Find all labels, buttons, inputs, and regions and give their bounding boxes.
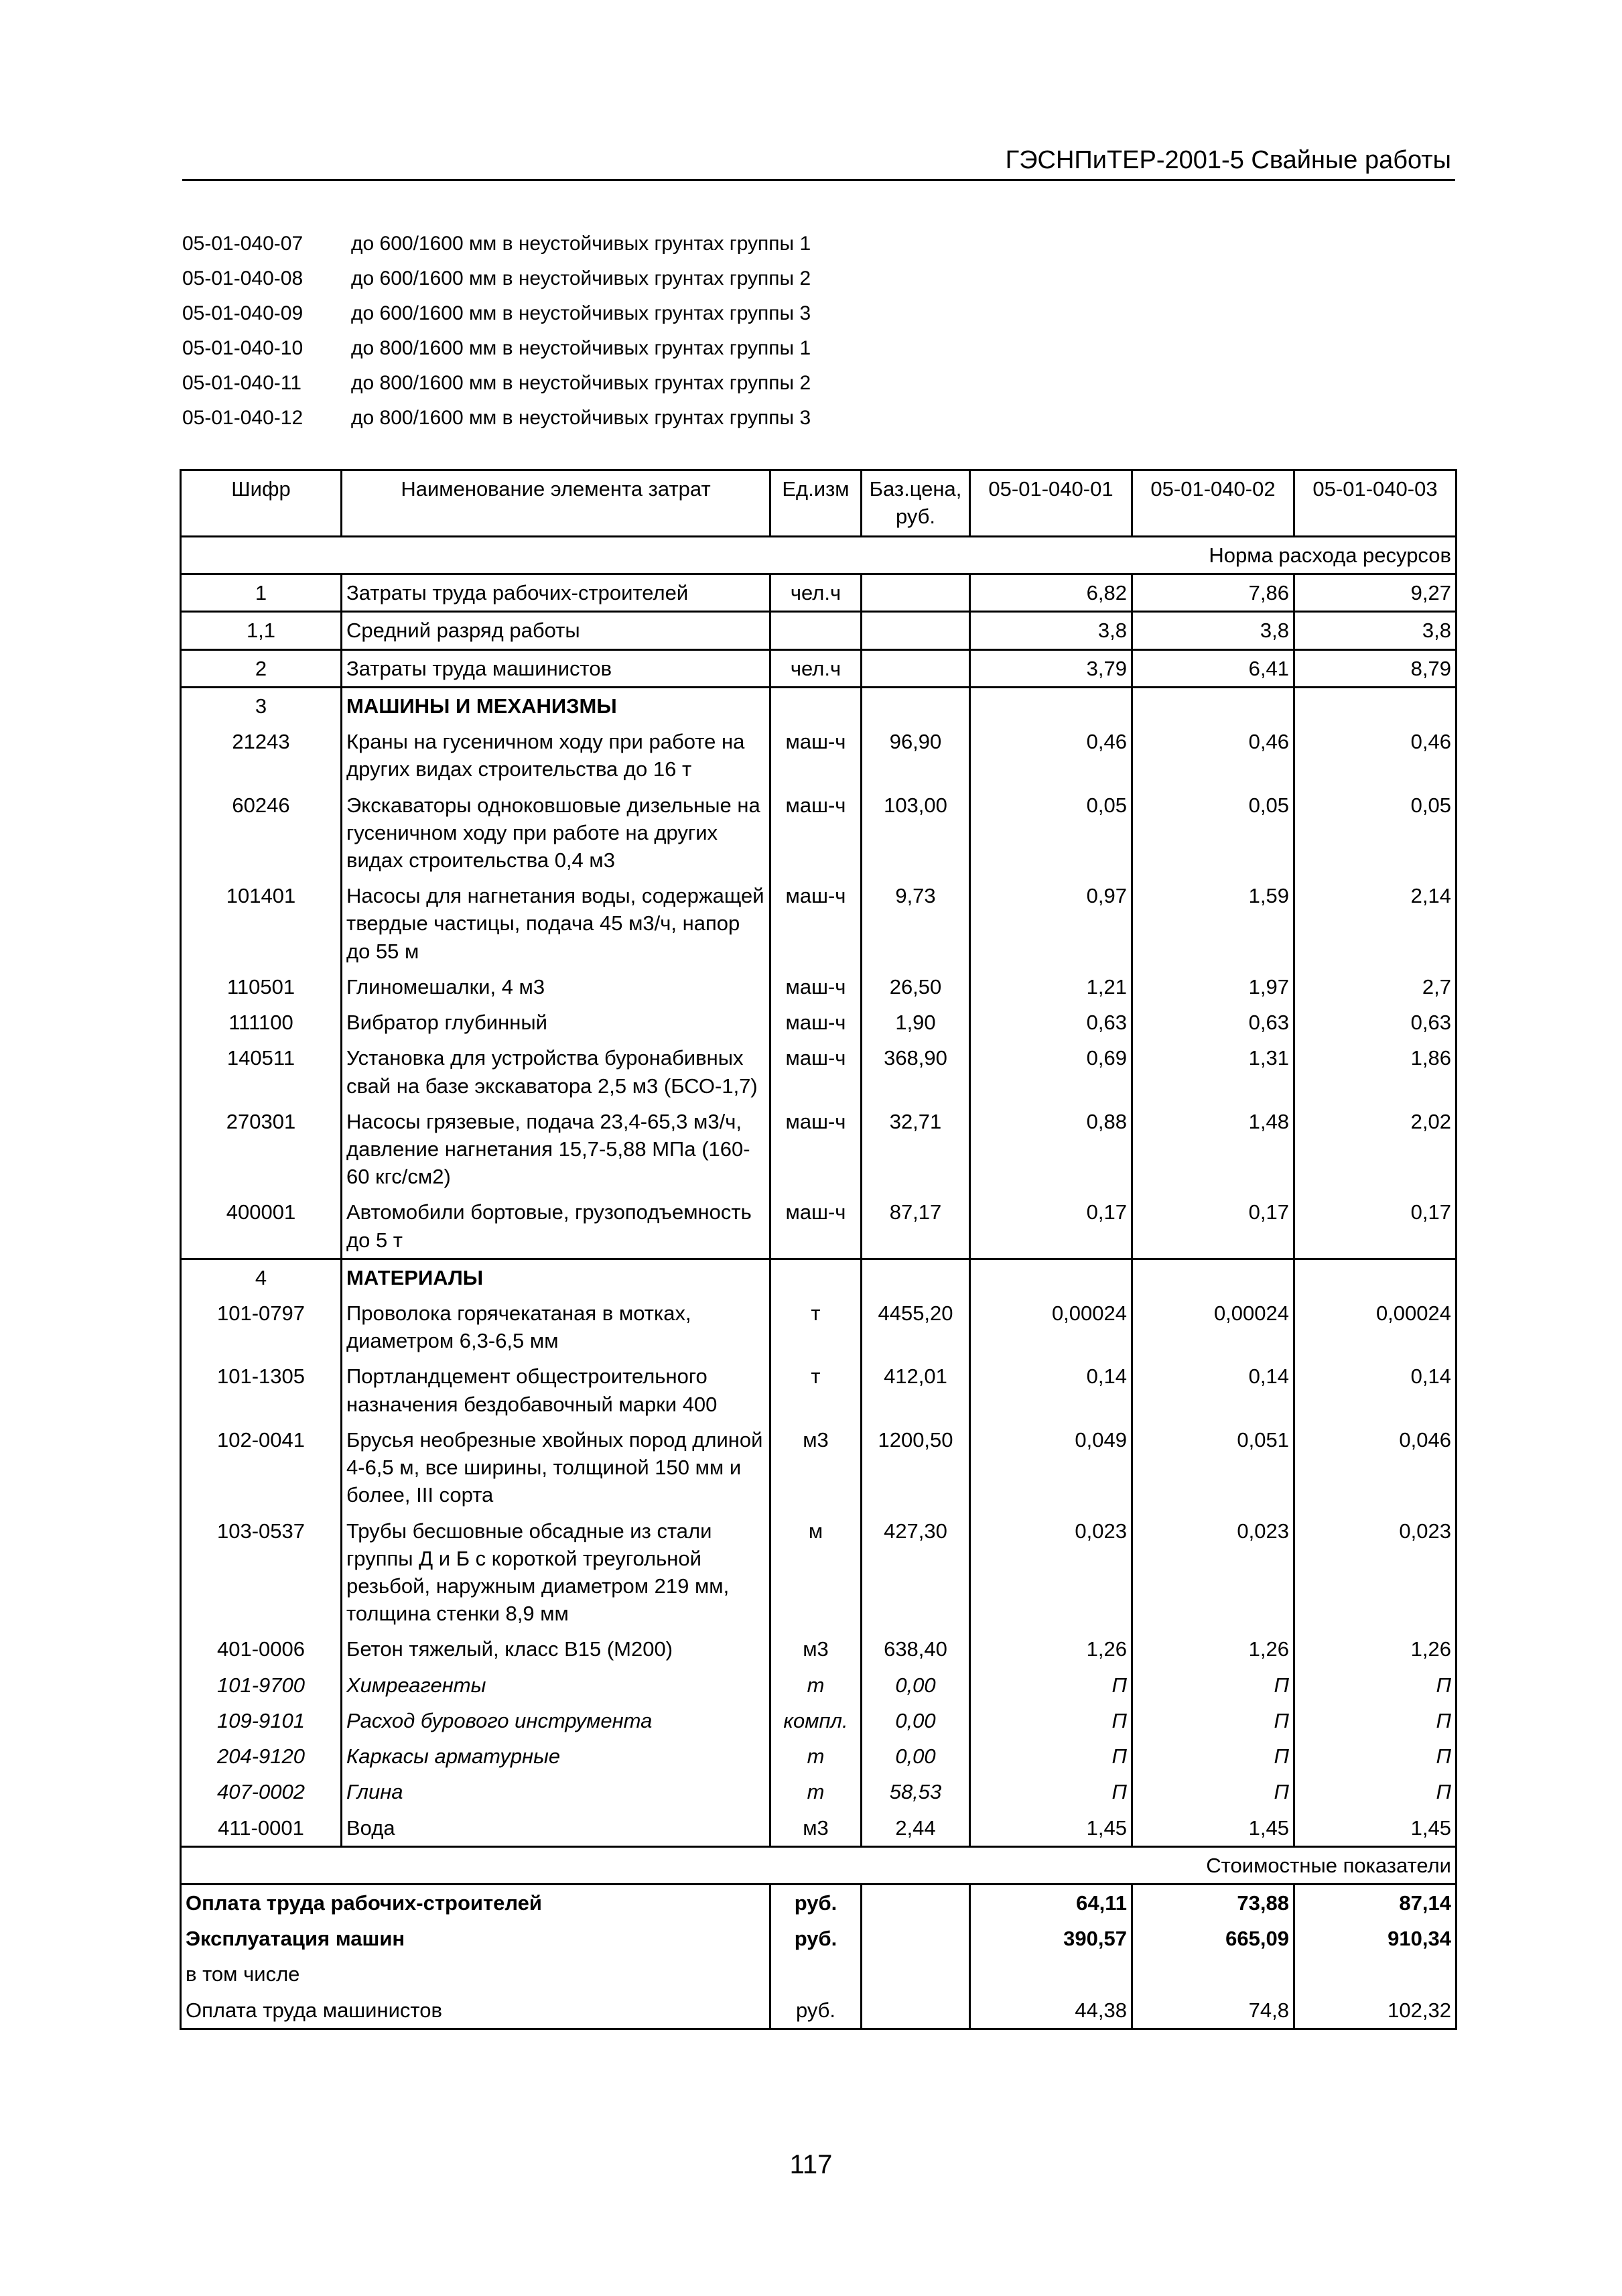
resource-code: 400001 xyxy=(181,1194,342,1259)
cost-value-1: 44,38 xyxy=(970,1992,1132,2029)
resource-unit: т xyxy=(770,1358,862,1421)
resource-value-3: П xyxy=(1294,1703,1457,1738)
table-row xyxy=(181,1005,1457,1040)
resource-unit: маш-ч xyxy=(770,1104,862,1195)
table-row xyxy=(181,1358,1457,1421)
table-row xyxy=(181,787,1457,879)
page-number: 117 xyxy=(789,2150,833,2179)
resource-value-3: 0,17 xyxy=(1294,1194,1457,1259)
resource-price: 0,00 xyxy=(862,1703,970,1738)
table-row xyxy=(181,1295,1457,1358)
section-code: 4 xyxy=(181,1259,342,1295)
resource-value-1: 0,05 xyxy=(970,787,1132,879)
resource-value-2: 0,63 xyxy=(1132,1005,1294,1040)
resource-name: Экскаваторы одноковшовые дизельные на гусеничном ходу при работе на других видах строительства 0,4 м3 xyxy=(342,787,770,879)
resource-name: Бетон тяжелый, класс В15 (М200) xyxy=(342,1631,770,1667)
empty-cell xyxy=(1132,687,1294,724)
resource-value-2: 1,31 xyxy=(1132,1040,1294,1103)
resource-value-1: П xyxy=(970,1703,1132,1738)
resource-value-1: 1,21 xyxy=(970,969,1132,1005)
table-row xyxy=(181,1738,1457,1774)
resource-price xyxy=(862,574,970,612)
resource-price xyxy=(862,649,970,687)
resource-code: 110501 xyxy=(181,969,342,1005)
table-row xyxy=(181,1194,1457,1259)
header-col-3: 05-01-040-03 xyxy=(1294,470,1457,537)
resource-value-3: 3,8 xyxy=(1294,612,1457,649)
resource-price: 96,90 xyxy=(862,724,970,787)
code-description: до 800/1600 мм в неустойчивых грунтах группы 2 xyxy=(351,372,811,394)
resource-code: 60246 xyxy=(181,787,342,879)
resource-price: 9,73 xyxy=(862,878,970,969)
resource-unit: маш-ч xyxy=(770,969,862,1005)
resource-value-3: 2,14 xyxy=(1294,878,1457,969)
resource-name: Затраты труда рабочих-строителей xyxy=(342,574,770,612)
table-row xyxy=(181,649,1457,687)
resource-table xyxy=(180,469,1457,2030)
code-row xyxy=(182,261,1120,296)
resource-unit: маш-ч xyxy=(770,1005,862,1040)
resource-value-2: П xyxy=(1132,1774,1294,1809)
cost-value-1: 64,11 xyxy=(970,1884,1132,1921)
resource-price: 412,01 xyxy=(862,1358,970,1421)
resource-value-2: П xyxy=(1132,1738,1294,1774)
resource-price: 2,44 xyxy=(862,1810,970,1847)
cost-value-2 xyxy=(1132,1956,1294,1992)
resource-value-1: 0,14 xyxy=(970,1358,1132,1421)
cost-unit: руб. xyxy=(770,1992,862,2029)
table-row xyxy=(181,969,1457,1005)
cost-row xyxy=(181,1956,1457,1992)
header-title: ГЭСНПиТЕР-2001-5 Свайные работы xyxy=(1005,146,1451,174)
resource-unit: маш-ч xyxy=(770,1194,862,1259)
cost-value-3: 102,32 xyxy=(1294,1992,1457,2029)
cost-value-2: 74,8 xyxy=(1132,1992,1294,2029)
resource-value-2: 1,48 xyxy=(1132,1104,1294,1195)
resource-code: 103-0537 xyxy=(181,1513,342,1632)
cost-value-3: 87,14 xyxy=(1294,1884,1457,1921)
section-title: МАШИНЫ И МЕХАНИЗМЫ xyxy=(342,687,770,724)
resource-value-1: 1,26 xyxy=(970,1631,1132,1667)
header-name: Наименование элемента затрат xyxy=(342,470,770,537)
table-row xyxy=(181,1513,1457,1632)
resource-unit: компл. xyxy=(770,1703,862,1738)
resource-value-2: 6,41 xyxy=(1132,649,1294,687)
cost-value-3: 910,34 xyxy=(1294,1921,1457,1956)
resource-code: 1,1 xyxy=(181,612,342,649)
resource-price: 103,00 xyxy=(862,787,970,879)
resource-code: 101-9700 xyxy=(181,1667,342,1703)
resource-unit: маш-ч xyxy=(770,1040,862,1103)
table-row xyxy=(181,878,1457,969)
resource-code: 1 xyxy=(181,574,342,612)
resource-value-2: 0,14 xyxy=(1132,1358,1294,1421)
resource-value-2: 1,45 xyxy=(1132,1810,1294,1847)
resource-value-3: 0,023 xyxy=(1294,1513,1457,1632)
resource-unit: т xyxy=(770,1667,862,1703)
resource-value-3: 9,27 xyxy=(1294,574,1457,612)
header-col-2: 05-01-040-02 xyxy=(1132,470,1294,537)
code-description: до 600/1600 мм в неустойчивых грунтах группы 3 xyxy=(351,302,811,324)
resource-code: 411-0001 xyxy=(181,1810,342,1847)
norm-label: Норма расхода ресурсов xyxy=(181,537,1457,574)
cost-label-row xyxy=(181,1846,1457,1884)
resource-value-3: 0,46 xyxy=(1294,724,1457,787)
resource-value-2: 0,051 xyxy=(1132,1422,1294,1513)
resource-name: Вибратор глубинный xyxy=(342,1005,770,1040)
resource-name: Насосы грязевые, подача 23,4-65,3 м3/ч, давление нагнетания 15,7-5,88 МПа (160-60 кгс/см2) xyxy=(342,1104,770,1195)
resource-value-2: 1,59 xyxy=(1132,878,1294,969)
resource-value-1: 0,88 xyxy=(970,1104,1132,1195)
code-description: до 800/1600 мм в неустойчивых грунтах группы 3 xyxy=(351,407,811,429)
table-row xyxy=(181,1422,1457,1513)
empty-cell xyxy=(862,1259,970,1295)
table-row xyxy=(181,574,1457,612)
resource-value-1: 0,023 xyxy=(970,1513,1132,1632)
section-title: МАТЕРИАЛЫ xyxy=(342,1259,770,1295)
empty-cell xyxy=(862,1884,970,1921)
resource-unit xyxy=(770,612,862,649)
code-description: до 600/1600 мм в неустойчивых грунтах группы 1 xyxy=(351,233,811,255)
resource-value-2: 1,26 xyxy=(1132,1631,1294,1667)
section-row xyxy=(181,1259,1457,1295)
resource-price xyxy=(862,612,970,649)
resource-unit: м xyxy=(770,1513,862,1632)
header-unit: Ед.изм xyxy=(770,470,862,537)
table-row xyxy=(181,1631,1457,1667)
table-row xyxy=(181,1667,1457,1703)
resource-price: 4455,20 xyxy=(862,1295,970,1358)
resource-price: 1200,50 xyxy=(862,1422,970,1513)
resource-value-1: 0,63 xyxy=(970,1005,1132,1040)
code-row xyxy=(182,366,1120,401)
resource-code: 204-9120 xyxy=(181,1738,342,1774)
empty-cell xyxy=(862,1992,970,2029)
resource-price: 638,40 xyxy=(862,1631,970,1667)
resource-value-1: 0,69 xyxy=(970,1040,1132,1103)
resource-name: Насосы для нагнетания воды, содержащей твердые частицы, подача 45 м3/ч, напор до 55 м xyxy=(342,878,770,969)
resource-unit: маш-ч xyxy=(770,724,862,787)
resource-code: 101401 xyxy=(181,878,342,969)
empty-cell xyxy=(862,687,970,724)
empty-cell xyxy=(1294,1259,1457,1295)
code-id: 05-01-040-10 xyxy=(182,337,303,359)
resource-name: Глиномешалки, 4 м3 xyxy=(342,969,770,1005)
resource-value-2: 0,00024 xyxy=(1132,1295,1294,1358)
resource-value-2: 7,86 xyxy=(1132,574,1294,612)
resource-name: Краны на гусеничном ходу при работе на других видах строительства до 16 т xyxy=(342,724,770,787)
resource-name: Каркасы арматурные xyxy=(342,1738,770,1774)
resource-value-1: 3,8 xyxy=(970,612,1132,649)
resource-value-2: П xyxy=(1132,1703,1294,1738)
page-header xyxy=(182,137,1455,181)
resource-price: 427,30 xyxy=(862,1513,970,1632)
resource-value-2: П xyxy=(1132,1667,1294,1703)
resource-value-1: 0,97 xyxy=(970,878,1132,969)
resource-unit: т xyxy=(770,1774,862,1809)
resource-price: 26,50 xyxy=(862,969,970,1005)
header-price: Баз.цена, руб. xyxy=(862,470,970,537)
resource-name: Расход бурового инструмента xyxy=(342,1703,770,1738)
code-id: 05-01-040-11 xyxy=(182,372,301,394)
resource-value-3: 0,00024 xyxy=(1294,1295,1457,1358)
resource-value-3: 1,86 xyxy=(1294,1040,1457,1103)
resource-code: 401-0006 xyxy=(181,1631,342,1667)
resource-value-1: 0,049 xyxy=(970,1422,1132,1513)
cost-value-2: 665,09 xyxy=(1132,1921,1294,1956)
resource-value-2: 0,17 xyxy=(1132,1194,1294,1259)
resource-value-3: 2,7 xyxy=(1294,969,1457,1005)
code-row xyxy=(182,331,1120,366)
resource-value-1: 1,45 xyxy=(970,1810,1132,1847)
table-header-row xyxy=(181,470,1457,537)
resource-price: 368,90 xyxy=(862,1040,970,1103)
section-code: 3 xyxy=(181,687,342,724)
resource-name: Химреагенты xyxy=(342,1667,770,1703)
cost-row xyxy=(181,1884,1457,1921)
resource-code: 111100 xyxy=(181,1005,342,1040)
code-id: 05-01-040-12 xyxy=(182,407,303,429)
cost-name: Оплата труда машинистов xyxy=(181,1992,770,2029)
cost-value-3 xyxy=(1294,1956,1457,1992)
resource-price: 0,00 xyxy=(862,1667,970,1703)
resource-code: 102-0041 xyxy=(181,1422,342,1513)
resource-price: 58,53 xyxy=(862,1774,970,1809)
resource-code: 407-0002 xyxy=(181,1774,342,1809)
resource-value-2: 0,05 xyxy=(1132,787,1294,879)
table-row xyxy=(181,1774,1457,1809)
resource-value-3: 1,45 xyxy=(1294,1810,1457,1847)
resource-code: 21243 xyxy=(181,724,342,787)
resource-price: 87,17 xyxy=(862,1194,970,1259)
resource-value-1: П xyxy=(970,1738,1132,1774)
resource-price: 1,90 xyxy=(862,1005,970,1040)
section-row xyxy=(181,687,1457,724)
resource-name: Трубы бесшовные обсадные из стали группы Д и Б с короткой треугольной резьбой, наружным диаметром 219 мм, толщина стенки 8,9 мм xyxy=(342,1513,770,1632)
resource-value-3: 0,05 xyxy=(1294,787,1457,879)
resource-unit: т xyxy=(770,1295,862,1358)
table-row xyxy=(181,1040,1457,1103)
code-description: до 600/1600 мм в неустойчивых грунтах группы 2 xyxy=(351,267,811,290)
code-row xyxy=(182,401,1120,436)
resource-value-2: 3,8 xyxy=(1132,612,1294,649)
empty-cell xyxy=(970,1259,1132,1295)
cost-value-1 xyxy=(970,1956,1132,1992)
resource-price: 32,71 xyxy=(862,1104,970,1195)
header-col-1: 05-01-040-01 xyxy=(970,470,1132,537)
resource-value-2: 0,023 xyxy=(1132,1513,1294,1632)
header-cipher: Шифр xyxy=(181,470,342,537)
resource-value-2: 1,97 xyxy=(1132,969,1294,1005)
cost-label: Стоимостные показатели xyxy=(181,1846,1457,1884)
norm-label-row xyxy=(181,537,1457,574)
resource-unit: маш-ч xyxy=(770,878,862,969)
resource-value-1: 6,82 xyxy=(970,574,1132,612)
resource-name: Брусья необрезные хвойных пород длиной 4-6,5 м, все ширины, толщиной 150 мм и более, III сорта xyxy=(342,1422,770,1513)
resource-name: Затраты труда машинистов xyxy=(342,649,770,687)
resource-code: 101-1305 xyxy=(181,1358,342,1421)
resource-code: 101-0797 xyxy=(181,1295,342,1358)
resource-value-1: 3,79 xyxy=(970,649,1132,687)
cost-unit xyxy=(770,1956,862,1992)
resource-unit: м3 xyxy=(770,1422,862,1513)
resource-value-1: 0,46 xyxy=(970,724,1132,787)
resource-value-3: 0,14 xyxy=(1294,1358,1457,1421)
code-row xyxy=(182,296,1120,331)
resource-value-1: 0,17 xyxy=(970,1194,1132,1259)
resource-name: Автомобили бортовые, грузоподъемность до 5 т xyxy=(342,1194,770,1259)
cost-name: в том числе xyxy=(181,1956,770,1992)
resource-value-1: П xyxy=(970,1667,1132,1703)
resource-value-3: П xyxy=(1294,1667,1457,1703)
code-description: до 800/1600 мм в неустойчивых грунтах группы 1 xyxy=(351,337,811,359)
table-row xyxy=(181,724,1457,787)
empty-cell xyxy=(1294,687,1457,724)
resource-code: 140511 xyxy=(181,1040,342,1103)
resource-unit: чел.ч xyxy=(770,649,862,687)
resource-name: Вода xyxy=(342,1810,770,1847)
empty-cell xyxy=(862,1921,970,1956)
resource-value-1: П xyxy=(970,1774,1132,1809)
resource-code: 270301 xyxy=(181,1104,342,1195)
table-row xyxy=(181,612,1457,649)
resource-name: Портландцемент общестроительного назначения бездобавочный марки 400 xyxy=(342,1358,770,1421)
resource-value-3: 8,79 xyxy=(1294,649,1457,687)
cost-name: Оплата труда рабочих-строителей xyxy=(181,1884,770,1921)
resource-value-2: 0,46 xyxy=(1132,724,1294,787)
resource-price: 0,00 xyxy=(862,1738,970,1774)
cost-row xyxy=(181,1992,1457,2029)
resource-unit: чел.ч xyxy=(770,574,862,612)
cost-unit: руб. xyxy=(770,1884,862,1921)
empty-cell xyxy=(770,687,862,724)
empty-cell xyxy=(1132,1259,1294,1295)
resource-value-1: 0,00024 xyxy=(970,1295,1132,1358)
resource-name: Глина xyxy=(342,1774,770,1809)
empty-cell xyxy=(970,687,1132,724)
code-id: 05-01-040-07 xyxy=(182,233,303,255)
resource-value-3: 0,63 xyxy=(1294,1005,1457,1040)
cost-value-1: 390,57 xyxy=(970,1921,1132,1956)
resource-name: Установка для устройства буронабивных свай на базе экскаватора 2,5 м3 (БСО-1,7) xyxy=(342,1040,770,1103)
resource-unit: т xyxy=(770,1738,862,1774)
cost-name: Эксплуатация машин xyxy=(181,1921,770,1956)
resource-unit: м3 xyxy=(770,1810,862,1847)
resource-code: 109-9101 xyxy=(181,1703,342,1738)
table-row xyxy=(181,1703,1457,1738)
table-row xyxy=(181,1104,1457,1195)
empty-cell xyxy=(862,1956,970,1992)
code-list xyxy=(182,227,1120,436)
resource-name: Проволока горячекатаная в мотках, диаметром 6,3-6,5 мм xyxy=(342,1295,770,1358)
resource-value-3: 1,26 xyxy=(1294,1631,1457,1667)
cost-value-2: 73,88 xyxy=(1132,1884,1294,1921)
resource-name: Средний разряд работы xyxy=(342,612,770,649)
code-row xyxy=(182,227,1120,261)
table-row xyxy=(181,1810,1457,1847)
resource-unit: м3 xyxy=(770,1631,862,1667)
code-id: 05-01-040-09 xyxy=(182,302,303,324)
resource-value-3: П xyxy=(1294,1774,1457,1809)
resource-value-3: 2,02 xyxy=(1294,1104,1457,1195)
cost-row xyxy=(181,1921,1457,1956)
code-id: 05-01-040-08 xyxy=(182,267,303,290)
empty-cell xyxy=(770,1259,862,1295)
resource-value-3: П xyxy=(1294,1738,1457,1774)
cost-unit: руб. xyxy=(770,1921,862,1956)
resource-unit: маш-ч xyxy=(770,787,862,879)
resource-code: 2 xyxy=(181,649,342,687)
resource-value-3: 0,046 xyxy=(1294,1422,1457,1513)
